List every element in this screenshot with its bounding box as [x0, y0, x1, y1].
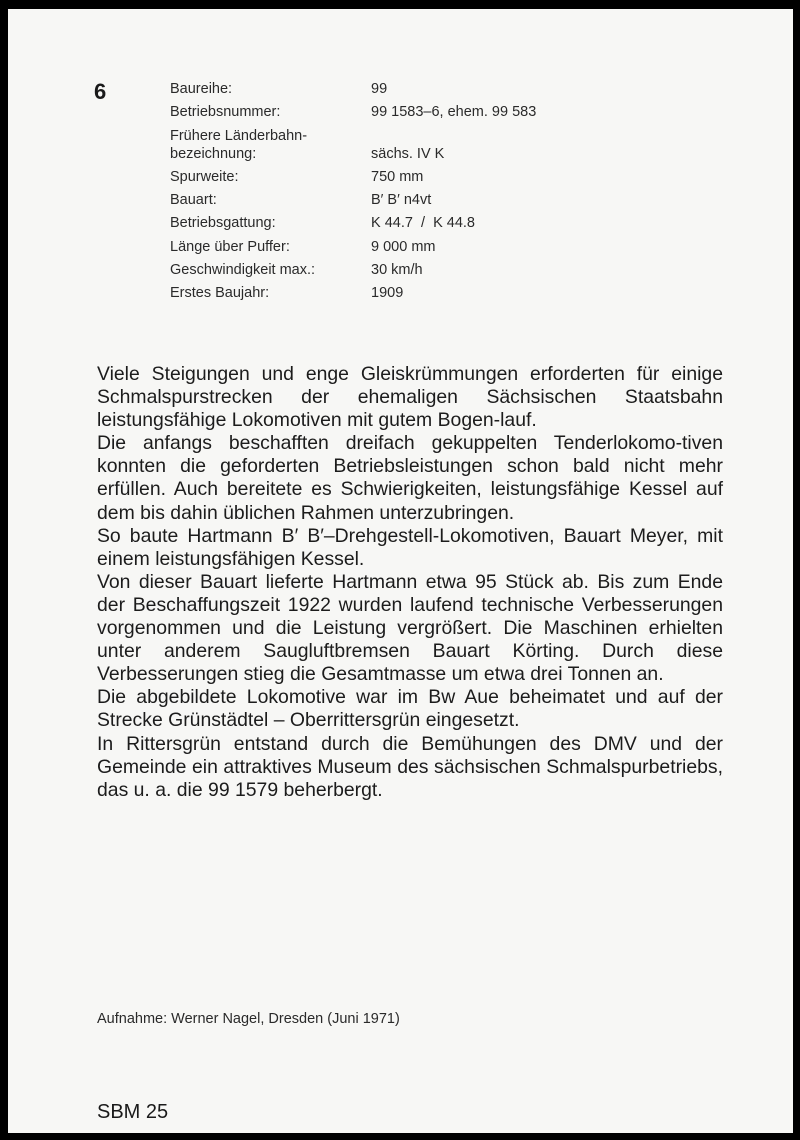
spec-value: K 44.7 / K 44.8 [371, 215, 475, 232]
card-number: 6 [94, 79, 107, 104]
paragraph: In Rittersgrün entstand durch die Bemühungen des DMV und der Gemeinde ein attraktives Museum des sächsischen Schmalspurbetriebs, das u. a. die 99 1579 beherbergt. [97, 732, 723, 801]
spec-value: 750 mm [371, 168, 424, 185]
spec-label: Länge über Puffer: [170, 238, 290, 255]
paragraph: Viele Steigungen und enge Gleiskrümmungen erforderten für einige Schmalspurstrecken der ehemaligen Sächsischen Staatsbahn leistungsfähige Lokomotiven mit gutem Bogen-lauf. [97, 363, 723, 432]
spec-label: Erstes Baujahr: [170, 285, 270, 302]
spec-label [170, 127, 371, 163]
spec-value: B′ B′ n4vt [371, 192, 432, 209]
paragraph: Von dieser Bauart lieferte Hartmann etwa 95 Stück ab. Bis zum Ende der Beschaffungszeit 1922 wurden laufend technische Verbesserungen vorgenommen und die Leistung vergrößert. Die Maschinen erhielten unter anderem Saugluftbremsen Bauart Körting. Durch diese Verbesserungen stieg die Gesamtmasse um etwa drei Tonnen an. [97, 570, 723, 686]
series-code: SBM 25 [97, 1101, 169, 1123]
spec-table [170, 80, 590, 308]
spec-label: Spurweite: [170, 168, 239, 185]
spec-value: 99 [371, 81, 388, 97]
spec-row-geschwindigkeit [170, 261, 590, 279]
spec-row-laenge [170, 238, 590, 256]
spec-label-line2: bezeichnung: [170, 145, 257, 162]
photo-credit: Aufnahme: Werner Nagel, Dresden (Juni 1971) [97, 1011, 400, 1027]
spec-row-bauart [170, 191, 590, 209]
spec-value: 1909 [371, 285, 404, 302]
paragraph: Die anfangs beschafften dreifach gekuppelten Tenderlokomo-tiven konnten die geforderten Betriebsleistungen schon bald nicht mehr erfüllen. Auch bereitete es Schwierigkeiten, leistungsfähige Kessel auf dem bis dahin üblichen Rahmen unterzubringen. [97, 432, 723, 524]
paragraph: So baute Hartmann B′ B′–Drehgestell-Lokomotiven, Bauart Meyer, mit einem leistungsfähigen Kessel. [97, 524, 723, 570]
spec-label: Geschwindigkeit max.: [170, 262, 316, 279]
spec-row-betriebsgattung [170, 214, 590, 232]
spec-row-betriebsnummer [170, 103, 590, 121]
card [8, 9, 793, 1133]
spec-value: 99 1583–6, ehem. 99 583 [371, 104, 537, 121]
spec-label-line1: Frühere Länderbahn- [170, 127, 308, 144]
paragraph: Die abgebildete Lokomotive war im Bw Aue beheimatet und auf der Strecke Grünstädtel – Oberrittersgrün eingesetzt. [97, 686, 723, 732]
spec-row-laenderbahnbezeichnung [170, 127, 590, 163]
spec-value: sächs. IV K [371, 145, 445, 162]
spec-row-baureihe [170, 80, 590, 98]
spec-value: 30 km/h [371, 262, 423, 279]
spec-row-baujahr [170, 284, 590, 302]
description [97, 363, 723, 802]
spec-label: Bauart: [170, 192, 217, 209]
spec-label: Baureihe: [170, 81, 233, 97]
spec-label: Betriebsgattung: [170, 215, 276, 232]
spec-value: 9 000 mm [371, 238, 436, 255]
spec-row-spurweite [170, 168, 590, 186]
spec-label: Betriebsnummer: [170, 104, 281, 121]
